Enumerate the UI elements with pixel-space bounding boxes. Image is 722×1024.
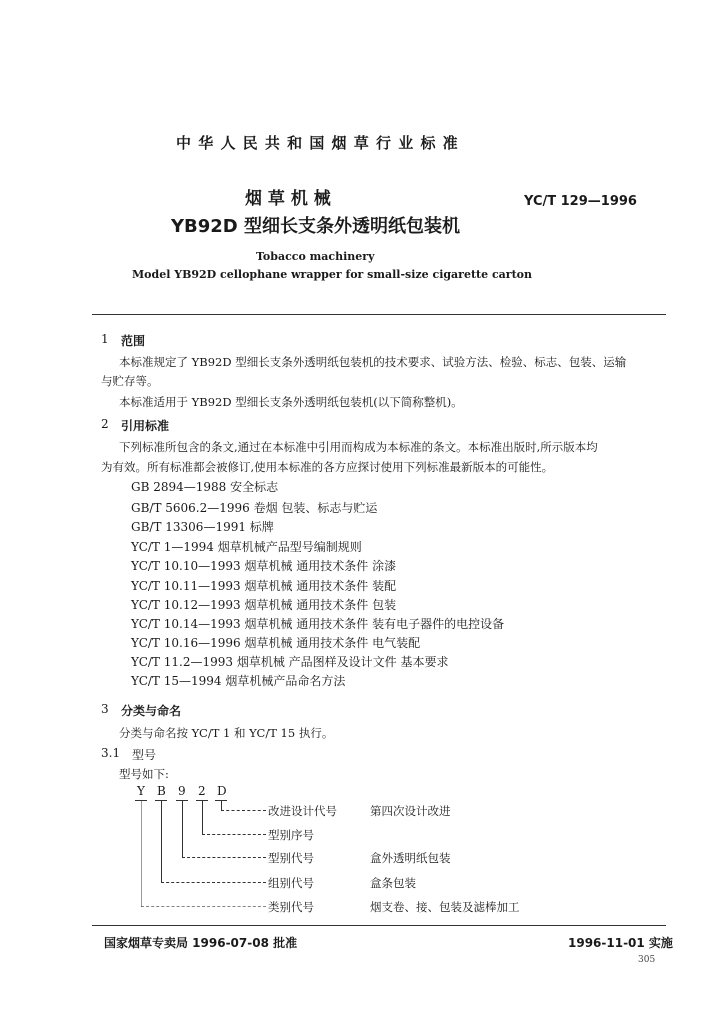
diagram-label-desc: 盒条包装	[370, 876, 416, 890]
section3-heading: 分类与命名	[121, 704, 182, 718]
connector-line	[182, 857, 266, 858]
standard-number: YC/T 129—1996	[524, 194, 637, 209]
section2-heading: 引用标准	[121, 419, 170, 433]
reference-item: YC/T 10.12—1993 烟草机械 通用技术条件 包装	[131, 598, 397, 612]
model-letter: Y	[137, 784, 145, 798]
section1-para1-line2: 与贮存等。	[101, 374, 159, 388]
connector-line	[141, 801, 142, 907]
model-letter: D	[217, 784, 227, 798]
connector-line	[182, 801, 183, 858]
model-letter: 9	[178, 784, 186, 798]
reference-item: YC/T 11.2—1993 烟草机械 产品图样及设计文件 基本要求	[131, 655, 449, 669]
english-title-2: Model YB92D cellophane wrapper for small-size cigarette carton	[132, 268, 533, 281]
reference-item: GB 2894—1988 安全标志	[131, 480, 279, 494]
connector-line	[202, 801, 203, 835]
diagram-label: 型别代号	[268, 851, 314, 865]
section2-number: 2	[101, 417, 109, 431]
header-divider	[92, 314, 666, 315]
section1-para1-line1: 本标准规定了 YB92D 型细长支条外透明纸包装机的技术要求、试验方法、检验、标志、包装、运输	[119, 355, 627, 369]
model-letter: B	[157, 784, 166, 798]
title-line2: YB92D 型细长支条外透明纸包装机	[171, 216, 461, 237]
diagram-label: 改进设计代号	[268, 804, 337, 818]
section3-1-number: 3.1	[101, 746, 121, 760]
reference-item: YC/T 10.16—1996 烟草机械 通用技术条件 电气装配	[131, 636, 421, 650]
section2-para-line2: 为有效。所有标准都会被修订,使用本标准的各方应探讨使用下列标准最新版本的可能性。	[101, 460, 554, 474]
connector-line	[221, 810, 266, 811]
reference-item: YC/T 1—1994 烟草机械产品型号编制规则	[131, 540, 362, 554]
industry-standard-label: 中 华 人 民 共 和 国 烟 草 行 业 标 准	[176, 134, 459, 152]
reference-item: YC/T 10.10—1993 烟草机械 通用技术条件 涂漆	[131, 559, 397, 573]
footer-divider	[92, 925, 666, 926]
diagram-label: 类别代号	[268, 900, 314, 914]
diagram-label-desc: 烟支卷、接、包装及滤棒加工	[370, 900, 520, 914]
reference-item: YC/T 15—1994 烟草机械产品命名方法	[131, 674, 346, 688]
connector-line	[161, 882, 266, 883]
implementation-date: 1996-11-01 实施	[568, 936, 673, 950]
section3-1-heading: 型号	[132, 748, 157, 762]
page-number: 305	[638, 955, 656, 965]
section3-para: 分类与命名按 YC/T 1 和 YC/T 15 执行。	[119, 726, 334, 740]
section1-number: 1	[101, 332, 109, 346]
reference-item: YC/T 10.14—1993 烟草机械 通用技术条件 装有电子器件的电控设备	[131, 617, 505, 631]
model-intro: 型号如下:	[119, 767, 169, 781]
diagram-label: 组别代号	[268, 876, 314, 890]
diagram-label-desc: 盒外透明纸包装	[370, 851, 451, 865]
reference-item: GB/T 5606.2—1996 卷烟 包装、标志与贮运	[131, 501, 378, 515]
english-title-1: Tobacco machinery	[256, 250, 375, 263]
section1-heading: 范围	[121, 334, 146, 348]
reference-item: YC/T 10.11—1993 烟草机械 通用技术条件 装配	[131, 579, 397, 593]
section1-para2: 本标准适用于 YB92D 型细长支条外透明纸包装机(以下简称整机)。	[119, 395, 463, 409]
connector-line	[141, 906, 266, 907]
diagram-label: 型别序号	[268, 828, 314, 842]
title-line1: 烟 草 机 械	[245, 189, 331, 209]
model-letter: 2	[198, 784, 206, 798]
diagram-label-desc: 第四次设计改进	[370, 804, 451, 818]
connector-line	[202, 834, 266, 835]
connector-line	[161, 801, 162, 883]
reference-item: GB/T 13306—1991 标牌	[131, 520, 274, 534]
section3-number: 3	[101, 702, 109, 716]
approval-info: 国家烟草专卖局 1996-07-08 批准	[104, 936, 298, 950]
section2-para-line1: 下列标准所包含的条文,通过在本标准中引用而构成为本标准的条文。本标准出版时,所示版本均	[119, 440, 598, 454]
